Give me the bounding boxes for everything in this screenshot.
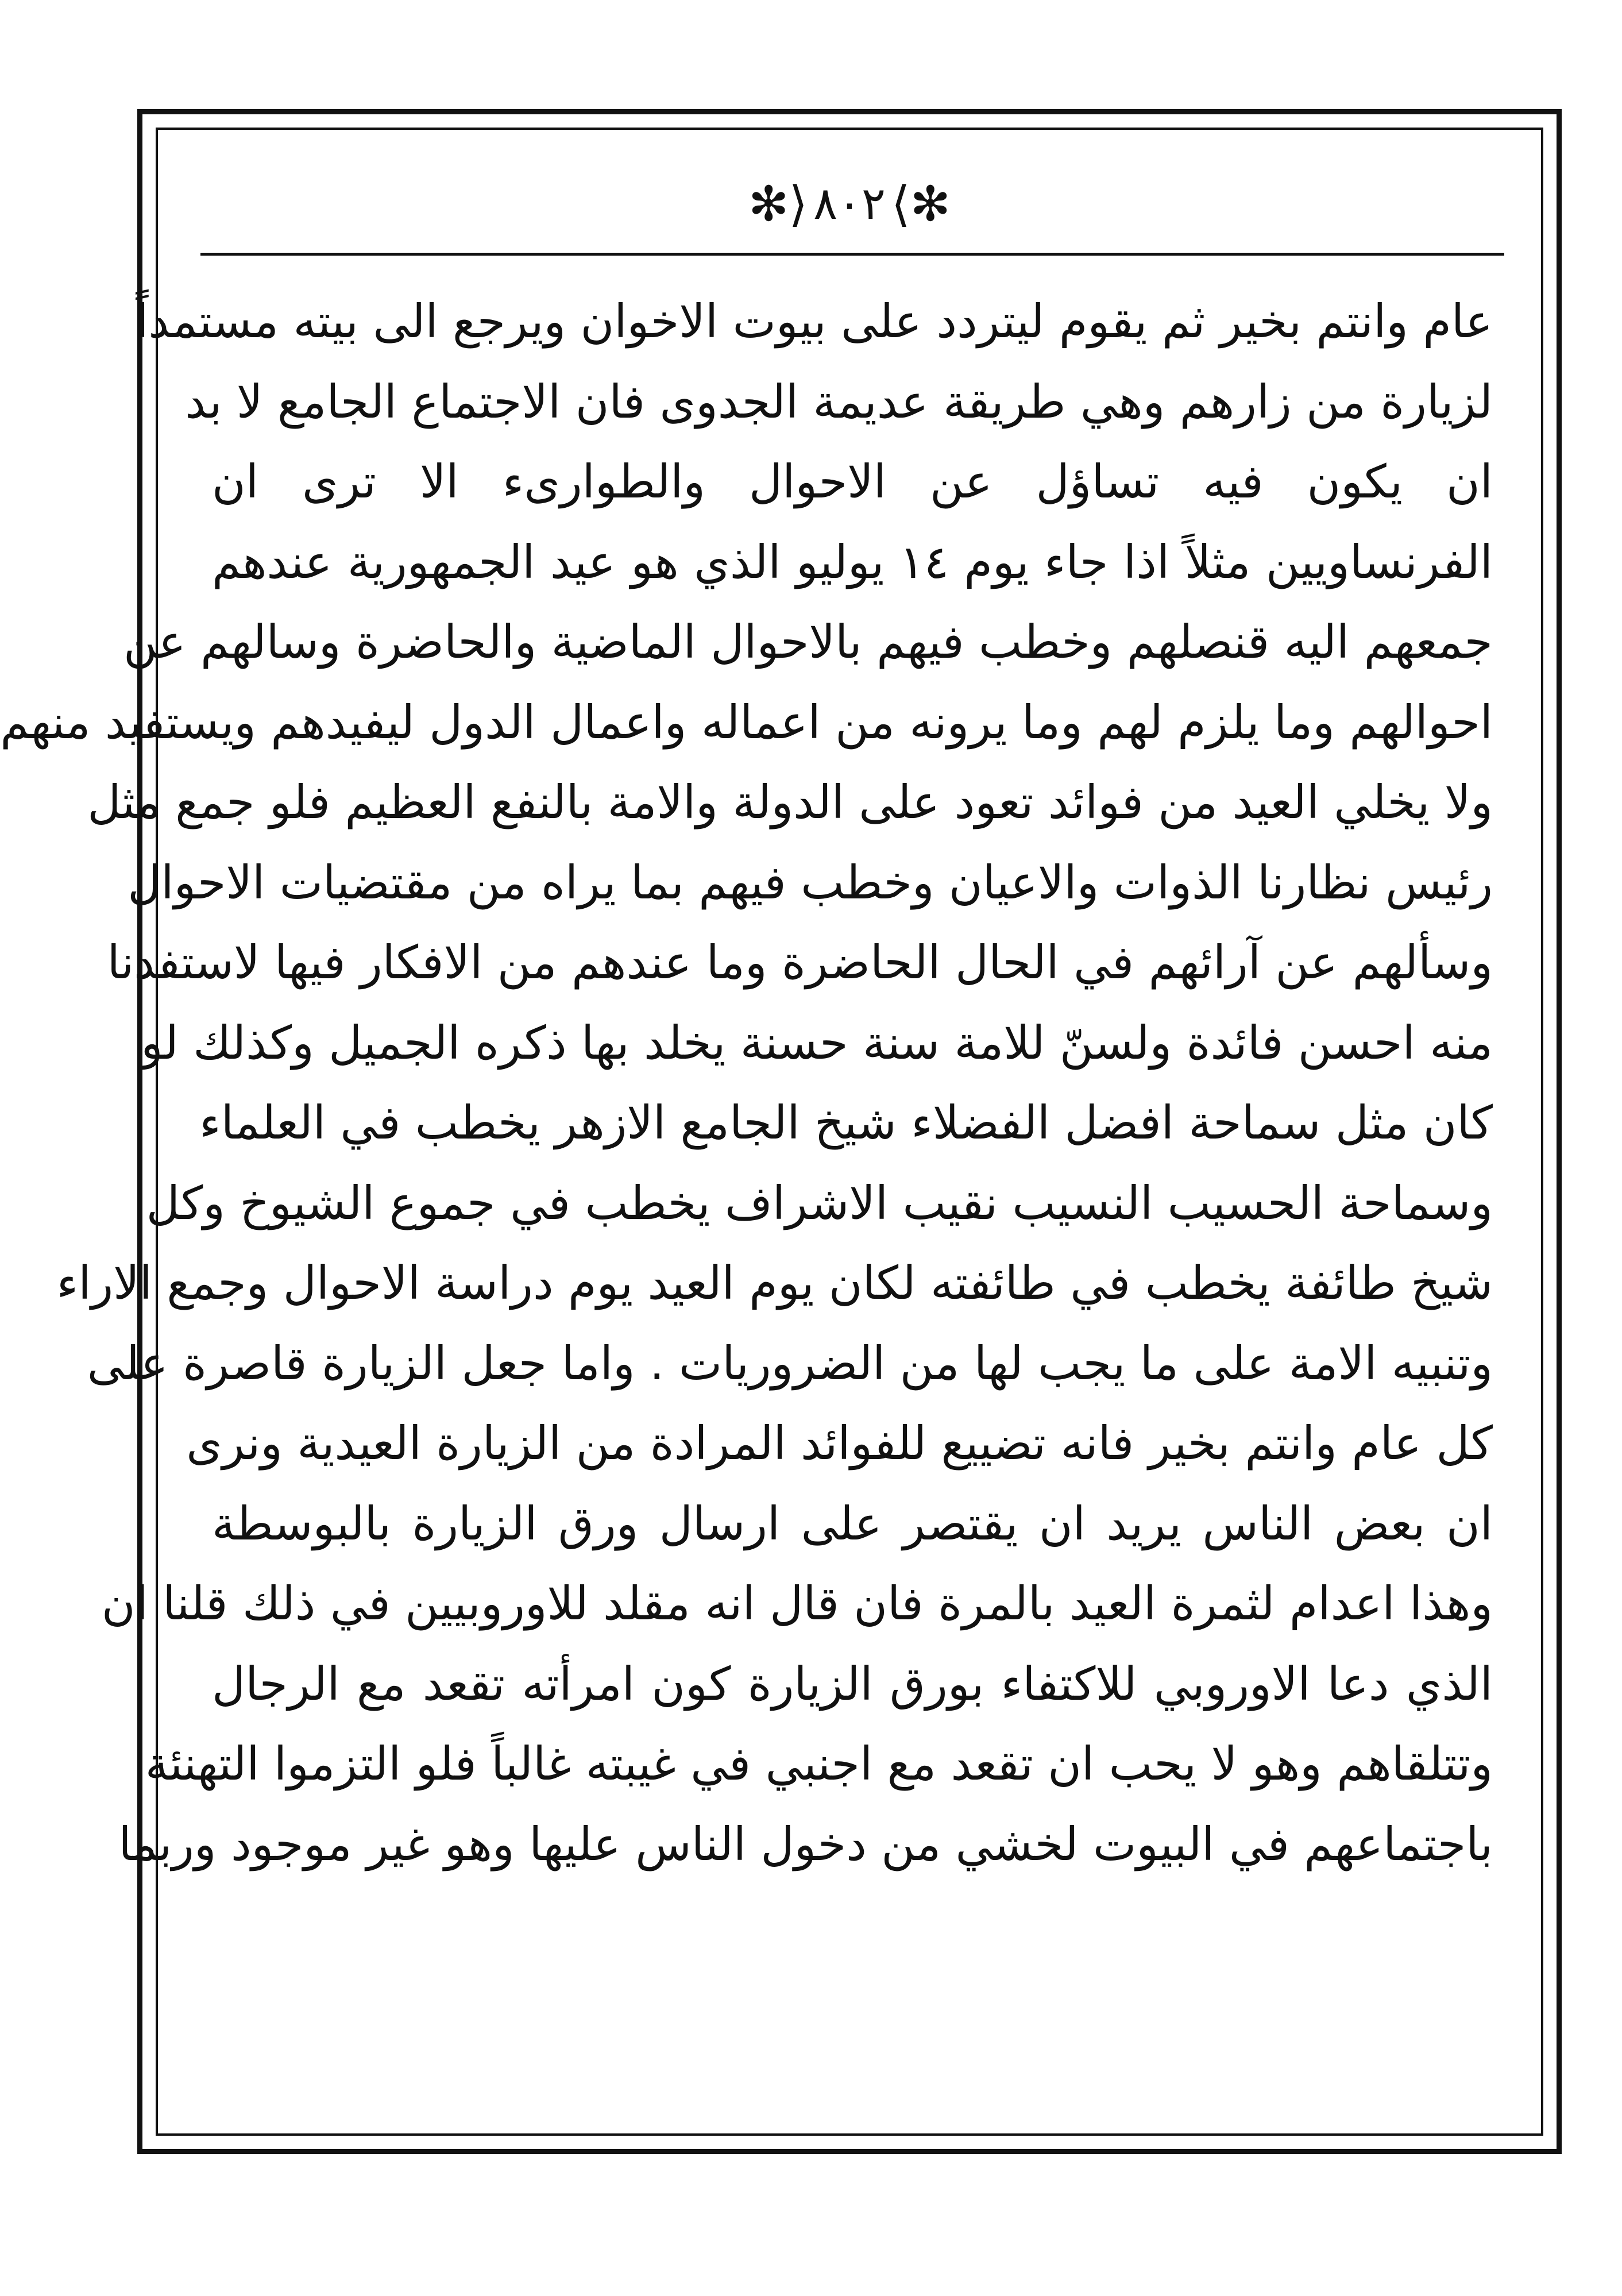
- text-line: جمعهم اليه قنصلهم وخطب فيهم بالاحوال الماضية والحاضرة وسالهم عن: [123, 615, 1493, 669]
- text-line: ان بعض الناس يريد ان يقتصر على ارسال ورق الزيارة بالبوسطة: [212, 1496, 1493, 1550]
- text-line: احوالهم وما يلزم لهم وما يرونه من اعماله واعمال الدول ليفيدهم ويستفيد منهم: [0, 695, 1493, 749]
- text-line: الفرنساويين مثلاً اذا جاء يوم ١٤ يوليو الذي هو عيد الجمهورية عندهم: [212, 535, 1493, 589]
- ornament-left-icon: ✻⟩: [748, 176, 808, 232]
- text-line: رئيس نظارنا الذوات والاعيان وخطب فيهم بما يراه من مقتضيات الاحوال: [128, 855, 1493, 909]
- header-rule: [200, 253, 1504, 256]
- text-line: منه احسن فائدة ولسنّ للامة سنة حسنة يخلد بها ذكره الجميل وكذلك لو: [141, 1016, 1493, 1070]
- text-line: عام وانتم بخير ثم يقوم ليتردد على بيوت الاخوان ويرجع الى بيته مستمداً: [136, 295, 1493, 348]
- text-line: وهذا اعدام لثمرة العيد بالمرة فان قال انه مقلد للاوروبيين في ذلك قلنا ان: [101, 1577, 1493, 1630]
- text-line: وتتلقاهم وهو لا يحب ان تقعد مع اجنبي في غيبته غالباً فلو التزموا التهنئة: [145, 1737, 1493, 1791]
- text-line: كان مثل سماحة افضل الفضلاء شيخ الجامع الازهر يخطب في العلماء: [199, 1096, 1493, 1149]
- page-body-text: [0, 281, 1493, 1884]
- text-line: وسماحة الحسيب النسيب نقيب الاشراف يخطب في جموع الشيوخ وكل: [146, 1176, 1493, 1230]
- text-line: ولا يخلي العيد من فوائد تعود على الدولة والامة بالنفع العظيم فلو جمع مثل: [87, 775, 1493, 829]
- ornament-right-icon: ⟨✻: [891, 176, 951, 232]
- text-line: شيخ طائفة يخطب في طائفته لكان يوم العيد يوم دراسة الاحوال وجمع الاراء: [56, 1256, 1493, 1310]
- text-line: كل عام وانتم بخير فانه تضييع للفوائد المرادة من الزيارة العيدية ونرى: [186, 1417, 1493, 1470]
- text-line: لزيارة من زارهم وهي طريقة عديمة الجدوى فان الاجتماع الجامع لا بد: [185, 375, 1493, 429]
- text-line: وتنبيه الامة على ما يجب لها من الضروريات . واما جعل الزيارة قاصرة على: [87, 1336, 1493, 1390]
- page-number: ٨٠٢: [813, 178, 886, 230]
- page-header: [156, 172, 1543, 236]
- text-line: ان يكون فيه تساؤل عن الاحوال والطوارىء الا ترى ان: [212, 455, 1493, 508]
- text-line: باجتماعهم في البيوت لخشي من دخول الناس عليها وهو غير موجود وربما: [118, 1817, 1493, 1871]
- text-line: الذي دعا الاوروبي للاكتفاء بورق الزيارة كون امرأته تقعد مع الرجال: [212, 1657, 1493, 1711]
- text-line: وسألهم عن آرائهم في الحال الحاضرة وما عندهم من الافكار فيها لاستفدنا: [107, 936, 1493, 989]
